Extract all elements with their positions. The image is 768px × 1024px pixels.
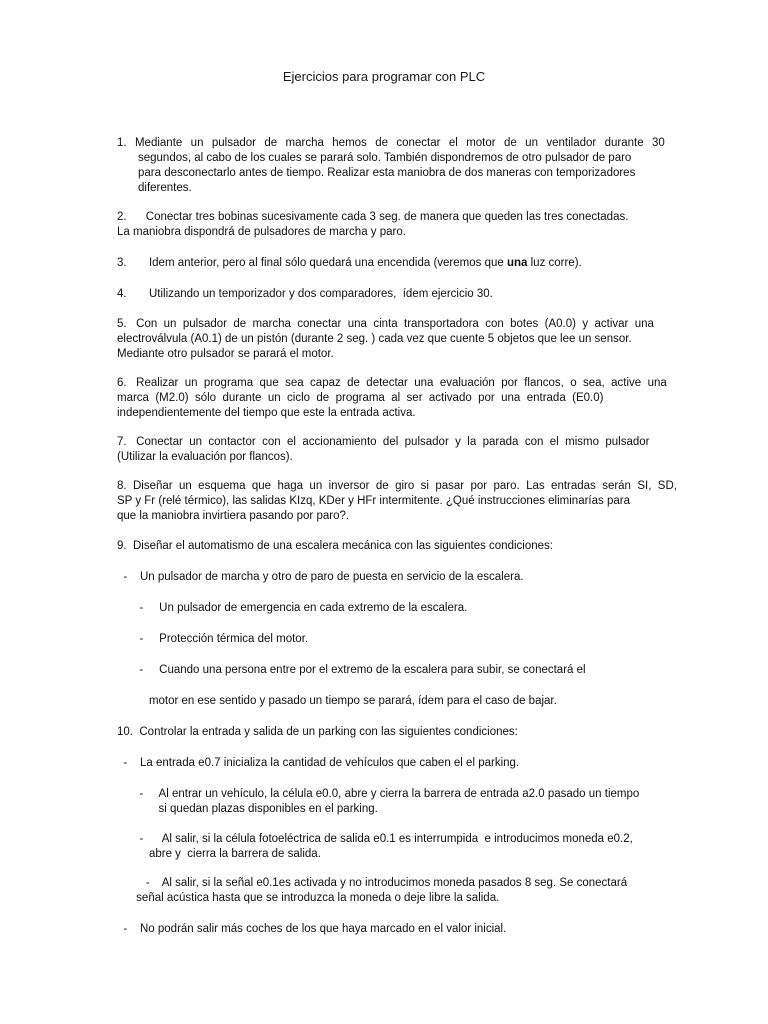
exercise-2 [117,210,658,240]
exercise-10-condition-2-line-1: - Al entrar un vehículo, la célula e0.0, abre y cierra la barrera de entrada a2.0 pasado un tiempo [117,788,640,800]
exercise-10-condition-4-line-1: - Al salir, si la señal e0.1es activada y no introducimos moneda pasados 8 seg. Se conectará [117,877,628,889]
exercise-10-condition-1-line: - La entrada e0.7 inicializa la cantidad de vehículos que caben el el parking. [117,757,520,769]
exercise-5-line-1: 5. Con un pulsador de marcha conectar una cinta transportadora con botes (A0.0) y activar una [117,318,654,330]
exercise-3-text-before: 3. Idem anterior, pero al final sólo quedará una encendida (veremos que [117,257,507,269]
exercise-4-line: 4. Utilizando un temporizador y dos comparadores, ídem ejercicio 30. [117,288,493,300]
exercise-10-condition-4-line-2: señal acústica hasta que se introduzca la moneda o deje libre la salida. [117,892,500,904]
exercise-9-condition-1 [117,570,658,585]
exercise-6-line-3: independientemente del tiempo que este la entrada activa. [117,407,416,419]
exercise-6 [117,376,667,421]
exercise-9-condition-2-line: - Un pulsador de emergencia en cada extremo de la escalera. [117,602,468,614]
exercise-3-bold-word: una [506,257,528,269]
exercise-9-heading [117,539,658,554]
exercise-10-condition-3-line-2: abre y cierra la barrera de salida. [117,848,321,860]
exercise-9-condition-3 [117,632,658,647]
exercise-5-line-3: Mediante otro pulsador se parará el motor. [117,348,334,360]
exercise-5 [117,317,658,362]
exercise-1-line-3: para desconectarlo antes de tiempo. Realizar esta maniobra de dos maneras con temporizadores [138,167,636,179]
exercise-8-line-3: que la maniobra invirtiera pasando por paro?. [117,510,350,522]
exercise-10-condition-2 [117,787,658,817]
exercise-1-line-1: 1. Mediante un pulsador de marcha hemos de conectar el motor de un ventilador durante 30 [117,137,665,149]
exercise-2-line-1: 2. Conectar tres bobinas sucesivamente cada 3 seg. de manera que queden las tres conectadas. [117,211,629,223]
exercise-9-condition-4 [117,663,658,678]
exercise-9-condition-4-continued [117,694,658,709]
exercise-9-condition-2 [117,601,658,616]
document-title: Ejercicios para programar con PLC [282,69,486,84]
exercise-8-line-2: SP y Fr (relé térmico), las salidas KIzq, KDer y HFr intermitente. ¿Qué instrucciones eliminarías para [117,495,630,507]
exercise-6-line-1: 6. Realizar un programa que sea capaz de detectar una evaluación por flancos, o sea, active una [117,377,667,389]
exercise-1-line-4: diferentes. [138,182,192,194]
exercise-1-line-2: segundos, al cabo de los cuales se parará solo. También dispondremos de otro pulsador de paro [138,152,632,164]
exercise-10-condition-3 [117,832,658,862]
exercise-8-line-1: 8. Diseñar un esquema que haga un inversor de giro si pasar por paro. Las entradas serán SI, SD, [117,480,677,492]
exercise-9-condition-4-line-1: - Cuando una persona entre por el extremo de la escalera para subir, se conectará el [117,664,586,676]
exercise-7-line-1: 7. Conectar un contactor con el accionamiento del pulsador y la parada con el mismo pulsador [117,436,650,448]
exercise-10-condition-1 [117,756,658,771]
exercise-9-condition-1-line: - Un pulsador de marcha y otro de paro de puesta en servicio de la escalera. [117,571,524,583]
exercise-10-heading [117,725,658,740]
exercise-6-line-2: marca (M2.0) sólo durante un ciclo de programa al ser activado por una entrada (E0.0) [117,392,604,404]
exercise-10-condition-4 [117,876,658,906]
exercise-3-line [117,256,658,271]
exercise-9-heading-line: 9. Diseñar el automatismo de una escalera mecánica con las siguientes condiciones: [117,540,553,552]
exercise-3-text-after: luz corre). [527,257,582,269]
exercise-7-line-2: (Utilizar la evaluación por flancos). [117,451,293,463]
exercise-4 [117,287,658,302]
exercise-10-condition-5 [117,922,658,937]
exercise-3 [117,256,658,271]
exercise-1 [117,136,665,196]
exercise-9-condition-3-line: - Protección térmica del motor. [117,633,309,645]
exercise-10-condition-2-line-2: si quedan plazas disponibles en el parking. [117,803,378,815]
exercise-10-heading-line: 10. Controlar la entrada y salida de un parking con las siguientes condiciones: [117,726,518,738]
exercise-2-line-2: La maniobra dispondrá de pulsadores de marcha y paro. [117,226,406,238]
exercise-10-condition-3-line-1: - Al salir, si la célula fotoeléctrica de salida e0.1 es interrumpida e introducimos moneda e0.2, [117,833,633,845]
exercise-5-line-2: electroválvula (A0.1) de un pistón (durante 2 seg. ) cada vez que cuente 5 objetos que lee un sensor. [117,333,632,345]
exercise-10-condition-5-line: - No podrán salir más coches de los que haya marcado en el valor inicial. [117,923,507,935]
exercise-9-condition-4-line-2: motor en ese sentido y pasado un tiempo se parará, ídem para el caso de bajar. [117,695,557,707]
exercise-8 [117,479,677,524]
exercise-7 [117,435,658,465]
